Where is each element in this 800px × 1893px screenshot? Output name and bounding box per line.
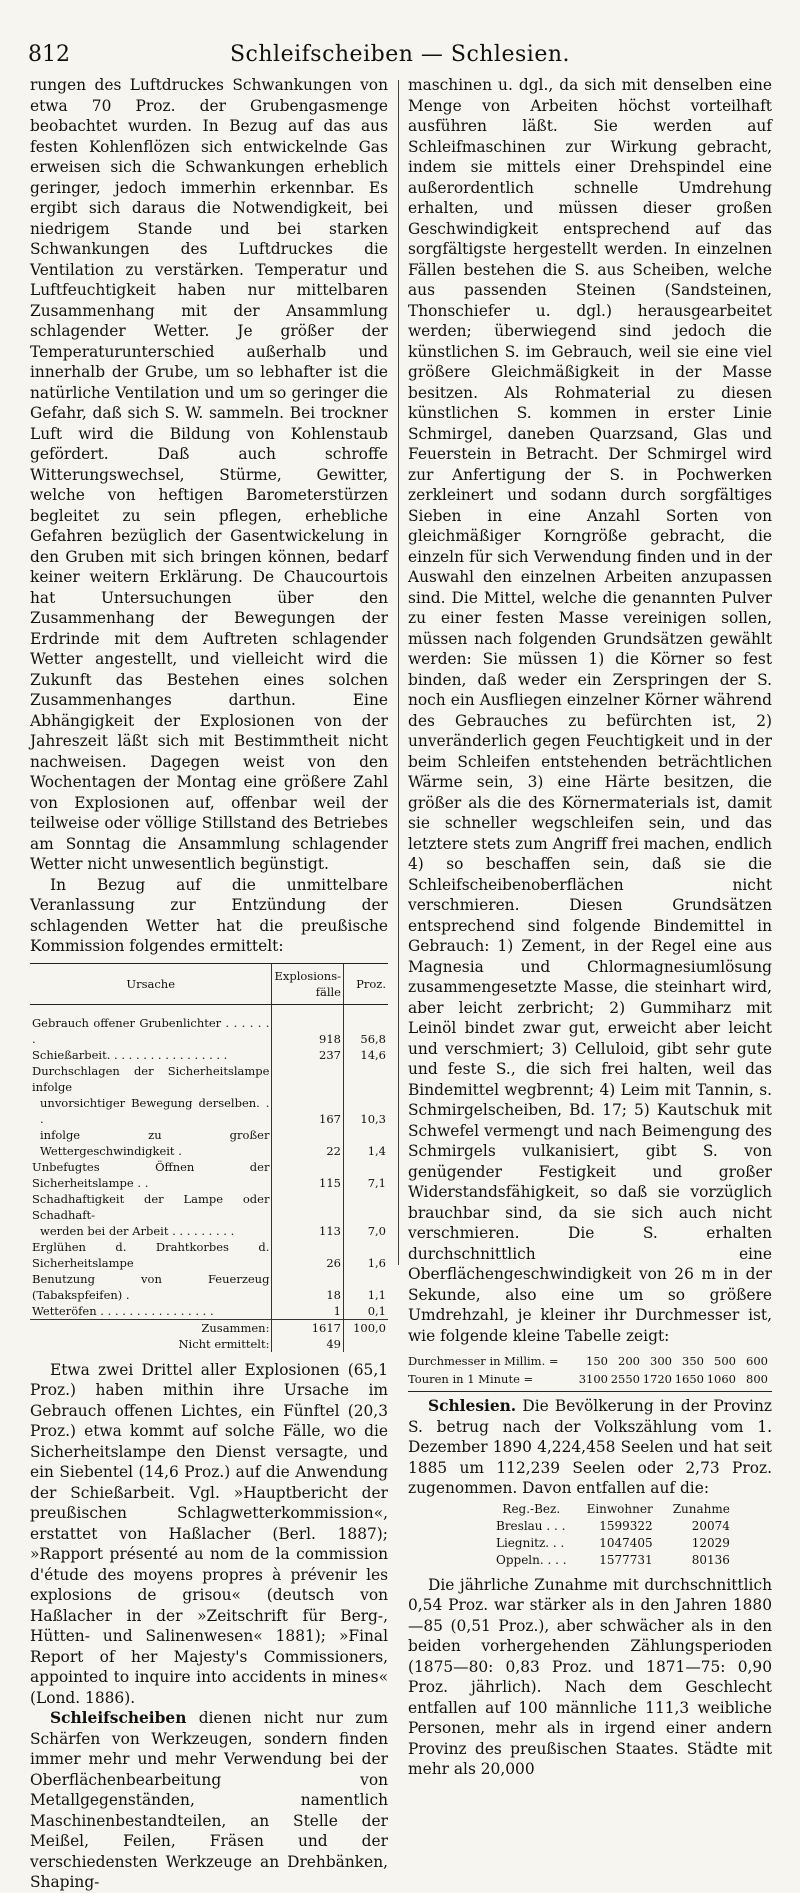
row-label: Touren in 1 Minute = — [408, 1372, 534, 1386]
entry-lemma: Schlesien. — [428, 1397, 517, 1415]
percent-cell: 1,1 — [344, 1271, 389, 1303]
percent-cell: 7,0 — [344, 1223, 389, 1239]
diameter-speed-table — [408, 1352, 772, 1392]
column-header-population: Einwohner — [586, 1501, 653, 1516]
value-cell: 300 — [650, 1354, 672, 1368]
column-header-district: Reg.-Bez. — [502, 1501, 561, 1516]
entry-lemma: Schleifscheiben — [50, 1709, 187, 1727]
left-column — [30, 75, 388, 1893]
paragraph: rungen des Luftdruckes Schwankungen von etwa 70 Proz. der Grubengasmenge beobachtet wurden. In Bezug auf das aus festen Kohlenflözen sich entwickelnde Gas erweisen sich die Schwankungen erheblich geringer, jedoch immerhin erkennbar. Es ergibt sich daraus die Notwendigkeit, bei niedrigem Stande und bei starken Schwankungen des Luftdruckes die Ventilation zu verstärken. Temperatur und Luftfeuchtigkeit haben nur mittelbaren Zusammenhang mit der Ansammlung schlagender Wetter. Je größer der Temperaturunterschied außerhalb und innerhalb der Grube, um so lebhafter ist die natürliche Ventilation und um so geringer die Gefahr, daß sich S. W. sammeln. Bei trockner Luft wird die Bildung von Kohlenstaub gefördert. Daß auch schroffe Witterungswechsel, Stürme, Gewitter, welche von heftigen Barometerstürzen begleitet zu sein pflegen, erhebliche Gefahren bezüglich der Gasentwickelung in den Gruben mit sich bringen können, bedarf keiner weitern Erklärung. De Chaucourtois hat Untersuchungen über den Zusammenhang der Bewegungen der Erdrinde mit dem Auftreten schlagender Wetter angestellt, und vielleicht wird die Zukunft das Bestehen eines solchen Zusammenhanges darthun. Eine Abhängigkeit der Explosionen von der Jahreszeit läßt sich mit Bestimmtheit nicht nachweisen. Dagegen weist von den Wochentagen der Montag eine größere Zahl von Explosionen auf, offenbar weil der teilweise oder völlige Stillstand des Betriebes am Sonntag die Ansammlung schlagender Wetter nicht unwesentlich begünstigt. — [30, 76, 388, 873]
paragraph — [408, 1396, 772, 1499]
value-cell: 3100 — [578, 1372, 608, 1386]
percent-cell: 7,1 — [344, 1159, 389, 1191]
population-cell: 1577731 — [599, 1552, 653, 1567]
column-header-cases: Explosions-fälle — [272, 963, 344, 1004]
total-cases: 1617 — [272, 1319, 344, 1336]
table-row — [30, 1127, 388, 1159]
value-cell: 150 — [586, 1354, 608, 1368]
total-percent: 100,0 — [344, 1319, 389, 1336]
table-total-row — [30, 1319, 388, 1336]
table-unknown-row — [30, 1336, 388, 1352]
district-cell: Liegnitz. . . — [496, 1535, 565, 1550]
paragraph: maschinen u. dgl., da sich mit denselben eine Menge von Arbeiten höchst vorteilhaft ausführen läßt. Sie werden auf Schleifmaschinen zur Wirkung gebracht, indem sie mittels einer Drehspindel eine außerordentlich schnelle Umdrehung erhalten, und müssen dieser großen Geschwindigkeit entsprechend auf das sorgfältigste hergestellt werden. In einzelnen Fällen bestehen die S. aus Scheiben, welche aus passenden Steinen (Sandsteinen, Thonschiefer u. dgl.) herausgearbeitet werden; überwiegend sind jedoch die künstlichen S. im Gebrauch, weil sie eine viel größere Gleichmäßigkeit in der Masse besitzen. Als Rohmaterial zu diesen künstlichen S. kommen in erster Linie Schmirgel, daneben Quarzsand, Glas und Feuerstein in Betracht. Der Schmirgel wird zur Anfertigung der S. in Pochwerken zerkleinert und sodann durch sorgfältiges Sieben in eine Anzahl Sorten von gleichmäßiger Korngröße gebracht, die einzeln für sich Verwendung finden und in der Auswahl den einzelnen Arbeiten anzupassen sind. Die Mittel, welche die genannten Pulver zu einer festen Masse vereinigen sollen, müssen nach folgenden Grundsätzen gewählt werden: Sie müssen 1) die Körner so fest binden, daß weder ein Zerspringen der S. noch ein Ausfliegen einzelner Körner während des Gebrauches zu befürchten ist, 2) unveränderlich gegen Feuchtigkeit und in der beim Schleifen entstehenden beträchtlichen Wärme sein, 3) eine Härte besitzen, die größer als die des Körnermaterials ist, damit sie schneller wegschleifen sein, und das letztere stets zum Angriff frei machen, endlich 4) so beschaffen sein, daß sie die Schleifscheibenoberflächen nicht verschmieren. Diesen Grundsätzen entsprechend sind folgende Bindemittel in Gebrauch: 1) Zement, in der Regel eine aus Magnesia und Chlormagnesiumlösung zusammengesetzte Masse, die steinhart wird, aber leicht zerbricht; 2) Gummiharz mit Leinöl bindet zwar gut, erweicht aber leicht und verschmiert; 3) Celluloid, gibt sehr gute und feste S., die sich frei halten, weil das Bindemittel wegbrennt; 4) Leim mit Tannin, s. Schmirgelscheiben, Bd. 17; 5) Kautschuk mit Schwefel vermengt und nach Beimengung des Schmirgels vulkanisiert, gibt S. von genügender Festigkeit und großer Widerstandsfähigkeit, so daß sie vorzüglich brauchbar sind, da sie sich auch nicht verschmieren. Die S. erhalten durchschnittlich eine Oberflächengeschwindigkeit von 26 m in der Sekunde, also eine um so größere Umdrehzahl, je kleiner ihr Durchmesser ist, wie folgende kleine Tabelle zeigt: — [408, 76, 772, 1345]
increase-cell: 80136 — [691, 1552, 730, 1567]
column-divider — [398, 80, 399, 1265]
percent-cell: 1,6 — [344, 1239, 389, 1271]
unknown-label: Nicht ermittelt: — [178, 1336, 270, 1351]
cause-cell: unvorsichtiger Bewegung derselben. . . — [40, 1095, 270, 1126]
cases-cell: 918 — [272, 1004, 344, 1047]
increase-cell: 12029 — [691, 1535, 730, 1550]
value-cell: 1060 — [706, 1372, 736, 1386]
cause-cell: Wetteröfen . . . . . . . . . . . . . . . . — [32, 1303, 214, 1318]
column-header-increase: Zunahme — [672, 1501, 730, 1516]
entry-text: Die Bevölkerung in der Provinz S. betrug nach der Volkszählung vom 1. Dezember 1890 4,224,458 Seelen und hat seit 1885 um 112,239 Seelen oder 2,73 Proz. zugenommen. Davon entfallen auf die: — [408, 1397, 772, 1497]
table-row — [486, 1552, 740, 1569]
cause-cell: Schießarbeit. . . . . . . . . . . . . . . . . — [32, 1047, 228, 1062]
table-row — [30, 1159, 388, 1191]
district-cell: Breslau . . . — [496, 1518, 566, 1533]
page-header — [22, 10, 778, 70]
cause-cell: Durchschlagen der Sicherheitslampe infolge — [32, 1063, 270, 1094]
cases-cell: 26 — [272, 1239, 344, 1271]
table-row — [30, 1095, 388, 1127]
running-title: Schleifscheiben — Schlesien. — [229, 42, 570, 67]
column-header-cause: Ursache — [30, 963, 272, 1004]
cause-cell: infolge zu großer Wettergeschwindigkeit . — [40, 1127, 270, 1158]
total-label: Zusammen: — [30, 1319, 272, 1336]
cause-cell: Erglühen d. Drahtkorbes d. Sicherheitslampe — [32, 1239, 270, 1270]
percent-cell: 1,4 — [344, 1127, 389, 1159]
table-row — [30, 1271, 388, 1303]
table-row — [30, 1223, 388, 1239]
cases-cell: 113 — [272, 1223, 344, 1239]
percent-cell: 10,3 — [344, 1095, 389, 1127]
explosion-causes-table — [30, 963, 388, 1352]
cases-cell: 237 — [272, 1047, 344, 1063]
district-cell: Oppeln. . . . — [496, 1552, 567, 1567]
cause-cell: Gebrauch offener Grubenlichter . . . . . . . — [32, 1015, 270, 1046]
value-cell: 200 — [618, 1354, 640, 1368]
percent-cell: 56,8 — [344, 1004, 389, 1047]
paragraph: In Bezug auf die unmittelbare Veranlassung zur Entzündung der schlagenden Wetter hat die preußische Kommission folgendes ermittelt: — [30, 875, 388, 955]
table-header-row — [486, 1501, 740, 1518]
table-row — [30, 1303, 388, 1320]
paragraph — [30, 1708, 388, 1893]
paragraph: Die jährliche Zunahme mit durchschnittlich 0,54 Proz. war stärker als in den Jahren 1880—85 (0,51 Proz.), aber schwächer als in den beiden vorhergehenden Zählungsperioden (1875—80: 0,83 Proz. und 1871—75: 0,90 Proz. jährlich). Nach dem Geschlecht entfallen auf 100 männliche 111,3 weibliche Personen, mehr als in irgend einer andern Provinz des preußischen Staates. Städte mit mehr als 20,000 — [408, 1575, 772, 1778]
cases-cell: 22 — [272, 1127, 344, 1159]
value-cell: 1720 — [642, 1372, 672, 1386]
table-row — [30, 1047, 388, 1063]
unknown-cases: 49 — [272, 1336, 344, 1352]
value-cell: 800 — [746, 1372, 768, 1386]
cases-cell: 18 — [272, 1271, 344, 1303]
table-row — [30, 1063, 388, 1095]
revolutions-row — [408, 1370, 772, 1388]
page-number: 812 — [28, 42, 70, 67]
percent-cell — [344, 1063, 389, 1095]
cases-cell — [272, 1063, 344, 1095]
value-cell: 1650 — [674, 1372, 704, 1386]
percent-cell — [344, 1191, 389, 1223]
percent-cell: 14,6 — [344, 1047, 389, 1063]
population-cell: 1599322 — [599, 1518, 653, 1533]
table-row — [30, 1239, 388, 1271]
table-row — [30, 1004, 388, 1047]
cases-cell: 1 — [272, 1303, 344, 1320]
row-label: Durchmesser in Millim. = — [408, 1354, 559, 1368]
cause-cell: Schadhaftigkeit der Lampe oder Schadhaft- — [32, 1191, 270, 1222]
cause-cell: werden bei der Arbeit . . . . . . . . . — [40, 1223, 235, 1238]
cause-cell: Benutzung von Feuerzeug (Tabakspfeifen) . — [32, 1271, 270, 1302]
right-column — [408, 75, 772, 1780]
table-row — [486, 1518, 740, 1535]
paragraph: Etwa zwei Drittel aller Explosionen (65,1 Proz.) haben mithin ihre Ursache im Gebrauch offenen Lichtes, ein Fünftel (20,3 Proz.) etwa kommt auf solche Fälle, wo die Sicherheitslampe den Dienst versagte, und ein Siebentel (14,6 Proz.) auf die Anwendung der Schießarbeit. Vgl. »Hauptbericht der preußischen Schlagwetterkommission«, erstattet von Haßlacher (Berl. 1887); »Rapport présenté au nom de la commission d'étude des moyens propres à prévenir les explosions de grisou« (deutsch von Haßlacher in der »Zeitschrift für Berg-, Hütten- und Salinenwesen« 1881); »Final Report of her Majesty's Commissioners, appointed to inquire into accidents in mines« (Lond. 1886). — [30, 1360, 388, 1707]
increase-cell: 20074 — [691, 1518, 730, 1533]
cause-cell: Unbefugtes Öffnen der Sicherheitslampe . . — [32, 1159, 270, 1190]
table-row — [486, 1535, 740, 1552]
table-header-row — [30, 963, 388, 1004]
value-cell: 500 — [714, 1354, 736, 1368]
percent-cell: 0,1 — [344, 1303, 389, 1320]
cases-cell: 115 — [272, 1159, 344, 1191]
table-row — [30, 1191, 388, 1223]
cases-cell — [272, 1191, 344, 1223]
population-cell: 1047405 — [599, 1535, 653, 1550]
value-cell: 350 — [682, 1354, 704, 1368]
population-table — [486, 1501, 740, 1569]
value-cell: 600 — [746, 1354, 768, 1368]
entry-text: dienen nicht nur zum Schärfen von Werkzeugen, sondern finden immer mehr und mehr Verwendung bei der Oberflächenbearbeitung von Metallgegenständen, namentlich Maschinenbestandteilen, an Stelle der Meißel, Feilen, Fräsen und der verschiedensten Werkzeuge an Drehbänken, Shaping- — [30, 1709, 388, 1891]
column-header-percent: Proz. — [344, 963, 389, 1004]
cases-cell: 167 — [272, 1095, 344, 1127]
value-cell: 2550 — [610, 1372, 640, 1386]
diameter-row — [408, 1352, 772, 1370]
